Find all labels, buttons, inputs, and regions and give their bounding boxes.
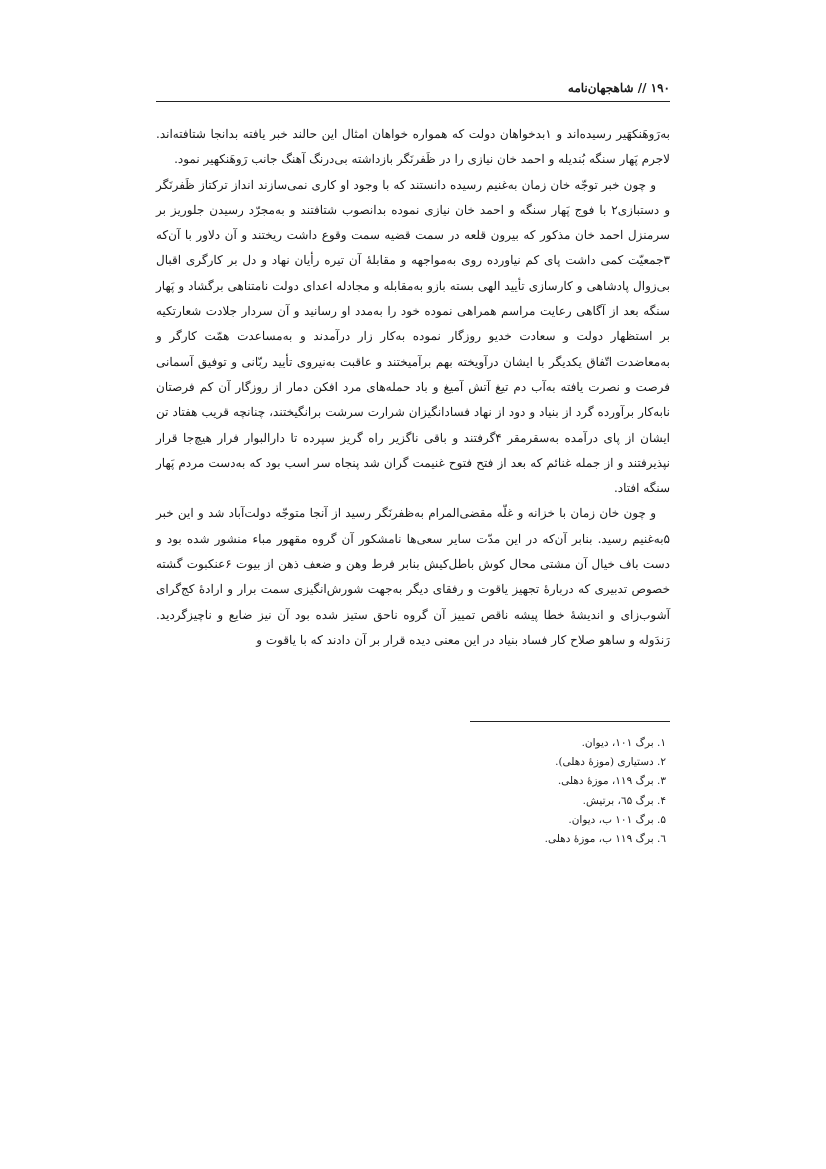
footnote-item: ۴. برگ ٦۵، برتیش. <box>582 794 666 807</box>
footnote-item: ۲. دستیاری (موزۀ دهلی). <box>555 756 666 769</box>
header-divider <box>156 101 670 102</box>
footnote-item: ٦. برگ ۱۱۹ ب، موزۀ دهلی. <box>544 833 666 846</box>
footnote-item: ۳. برگ ۱۱۹، موزۀ دهلی. <box>557 775 666 788</box>
paragraph: و چون خان زمان با خزانه و غلّه مقضی‌المرام به‌ظفرنَگر رسید از آنجا متوجّه دولت‌آباد شد و این خبر ۵به‌غنیم رسید. بنابر آن‌که در این مدّت سایر سعی‌ها نامشکور آن گروه مقهور مباء منشور شده بود و دست باف خیال آن مشتی محال کوش باطل‌کیش بنابر فرط وهن و ضعف ذهن از بیوت ۶عنکبوت گشته خصوص تدبیری که دربارۀ تجهیز یاقوت و رفقای دیگر به‌جهت شورش‌انگیزی سمت برار و ارادۀ کج‌گرای آشوب‌زای و اندیشۀ خطا پیشه ناقص تمییز آن گروه ناحق ستیز شده بود آن نیز ضایع و ناچیزگردید. رَندَوله و ساهو صلاح کار فساد بنیاد در این معنی دیده قرار بر آن دادند که با یاقوت و <box>156 506 670 647</box>
footnote-item: ۱. برگ ۱۰۱، دیوان. <box>581 737 666 749</box>
main-text <box>156 122 670 653</box>
footnote-item: ۵. برگ ۱۰۱ ب، دیوان. <box>568 813 666 826</box>
footnote-divider <box>470 721 670 722</box>
paragraph: و چون خبر توجّه خان زمان به‌غنیم رسیده دانستند که با وجود او کاری نمی‌سازند انداز ترکتاز ظَفرنَگر و دستبازی۲ با فوج پَهار سنگه و احمد خان نیازی نموده بدانصوب شتافتند و به‌مجرّد رسیدن جلوریز بر سرمنزل احمد خان مذکور که بیرون قلعه در سمت قضیه سمت وقوع داشت ریختند و آن دلاور با آن‌که ۳جمعیّت کمی داشت پای کم نیاورده روی به‌مواجهه و مقابلۀ آن تیره رأیان نهاد و دل بر کارگری اقبال بی‌زوال پادشاهی و کارسازی تأیید الهی بسته بازو به‌مقابله و مجادله اعدای دولت نامتناهی برگشاد و پَهار سنگه بعد از آگاهی رعایت مراسم همراهی نموده خود را به‌مدد او رسانید و آن سردار جلادت شعارتکیه بر استظهار دولت و سعادت خدیو روزگار نموده به‌کار زار درآمدند و به‌مساعدت همّت کارگر و به‌معاضدت اتّفاق یکدیگر با ایشان درآویخته بهم برآمیختند و عاقبت به‌نیروی تأیید ربّانی و توفیق آسمانی فرصت و نصرت یافته به‌آب دم تیغ آتش آمیغ و باد حمله‌های مرد افکن دمار از روزگار آن کم فرصتان نابه‌کار برآورده گرد از بنیاد و دود از نهاد فسادانگیزان شرارت سرشت برانگیختند، چنانچه قریب هفتاد تن ایشان از پای درآمده به‌سقرمقر ۴گرفتند و باقی ناگزیر راه گریز سپرده تا دارالبوار فرار هیچ‌جا قرار نپذیرفتند و از جمله غنائم که بعد از فتح فتوح غنیمت گران شد پنجاه سر اسب بود که به‌دست مردم پَهار سنگه افتاد. <box>156 177 671 496</box>
paragraph: به‌رَوهَنکهَیر رسیده‌اند و ۱بدخواهان دولت که همواره خواهان امثال این حالند خبر یافته بدانجا شتافته‌اند. لاجرم پَهار سنگه بُندیله و احمد خان نیازی را در ظَفرنَگر بازداشته بی‌درنگ آهنگ جانب رَوهَنکهیر نمود. <box>156 127 670 167</box>
running-header: ۱۹۰ // شاهجهان‌نامه <box>567 81 670 95</box>
footnotes <box>156 734 670 849</box>
